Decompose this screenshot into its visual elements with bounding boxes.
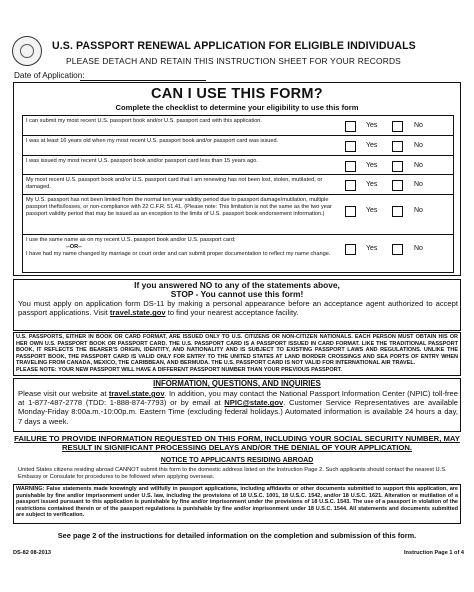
form-subtitle: PLEASE DETACH AND RETAIN THIS INSTRUCTION SHEET FOR YOUR RECORDS — [66, 56, 401, 66]
q1-yes-checkbox[interactable] — [345, 121, 356, 132]
abroad-text: United States citizens residing abroad CANNOT submit this form to the domestic address listed on the Instruction Page 2. Such applicants should contact the nearest U.S. Embassy or Consulate for procedures to be followed when applying overseas. — [18, 467, 447, 480]
eligibility-checklist — [22, 115, 454, 273]
yes-label: Yes — [366, 162, 378, 169]
email-link[interactable]: NPIC@state.gov — [224, 398, 284, 408]
passport-info-note: PLEASE NOTE: YOUR NEW PASSPORT WILL HAVE A DIFFERENT PASSPORT NUMBER THAN YOUR PREVIOUS PASSPORT. — [16, 366, 342, 373]
passport-info-text — [16, 334, 458, 374]
see-page-note: See page 2 of the instructions for detailed information on the completion and submission of this form. — [57, 531, 417, 540]
travel-state-gov-link[interactable]: travel.state.gov — [109, 308, 166, 318]
q4-yes-checkbox[interactable] — [345, 180, 356, 191]
no-label: No — [414, 162, 423, 169]
no-label: No — [414, 181, 423, 188]
stop-text-b: to find your nearest acceptance facility. — [165, 308, 299, 318]
date-of-application-field[interactable] — [80, 80, 206, 81]
q6-yes-checkbox[interactable] — [345, 244, 356, 255]
yes-label: Yes — [366, 207, 378, 214]
yes-label: Yes — [366, 122, 378, 129]
q4-no-checkbox[interactable] — [392, 180, 403, 191]
form-number: DS-82 08-2013 — [13, 550, 51, 556]
yes-label: Yes — [366, 245, 378, 252]
no-label: No — [414, 207, 423, 214]
checklist-question: I have had my name changed by marriage or court order and can submit proper documentation to reflect my name change. — [26, 250, 331, 257]
checklist-question: My U.S. passport has not been limited from the normal ten year validity period due to passport damage/mutilation, multiple passport thefts/losses, or non-compliance with 22 C.F.R. 51.41. (Please note: This limitation is not the same as the two year passport validity period that may be issued as an exception to the limits of U.S. passport book endorsement information.) — [26, 197, 332, 217]
stop-text-a: You must apply on application form DS-11 by making a personal appearance before an acceptance agent authorized to accept passport applications. Visit — [18, 299, 458, 318]
page-number: Instruction Page 1 of 4 — [404, 550, 464, 556]
or-separator: --OR-- — [66, 243, 82, 250]
q2-yes-checkbox[interactable] — [345, 141, 356, 152]
checklist-row — [23, 195, 453, 235]
info-text-a: Please visit our website at — [18, 389, 109, 398]
website-link[interactable]: travel.state.gov — [108, 389, 165, 398]
checklist-row — [23, 136, 453, 156]
q5-yes-checkbox[interactable] — [345, 206, 356, 217]
checklist-question: I can submit my most recent U.S. passport book and/or U.S. passport card with this application. — [26, 118, 262, 124]
q3-no-checkbox[interactable] — [392, 161, 403, 172]
stop-heading-1: If you answered NO to any of the statements above, — [134, 280, 340, 290]
form-title: U.S. PASSPORT RENEWAL APPLICATION FOR ELIGIBLE INDIVIDUALS — [52, 40, 416, 52]
checklist-question: I was issued my most recent U.S. passport book and/or passport card less than 15 years ago. — [26, 158, 258, 164]
no-label: No — [414, 245, 423, 252]
department-of-state-seal — [12, 36, 42, 66]
checklist-question: My most recent U.S. passport book and/or U.S. passport card that I am renewing has not been lost, stolen, mutilated, or damaged. — [26, 177, 323, 190]
info-text-c: . Customer Service Representatives are available Monday-Friday 8:00a.m.-10:00p.m. Eastern Time (excluding federal holidays.) Automated information is available 24 hours a day, 7 days a week. — [18, 398, 459, 426]
no-label: No — [414, 142, 423, 149]
info-text-b: . In addition, you may contact the National Passport Information Center (NPIC) toll-free at 1-877-487-2778 (TDD: 1-888-874-7793) or by email at — [18, 389, 458, 408]
passport-info-body: U.S. PASSPORTS, EITHER IN BOOK OR CARD FORMAT, ARE ISSUED ONLY TO U.S. CITIZENS OR NON-CITIZEN NATIONALS. EACH PERSON MUST OBTAIN HIS OR HER OWN U.S. PASSPORT BOOK OR PASSPORT CARD. THE U.S. PASSPORT CARD IS A PASSPORT ISSUED IN CARD FORMAT. LIKE THE TRADITIONAL PASSPORT BOOK, IT REFLECTS THE BEARER'S ORIGIN, IDENTITY, AND NATIONALITY AND IS SUBJECT TO EXISTING PASSPORT LAWS AND REGULATIONS. UNLIKE THE PASSPORT BOOK, THE PASSPORT CARD IS VALID ONLY FOR ENTRY TO THE UNITED STATES AT LAND BORDER CROSSINGS AND SEA PORTS OF ENTRY WHEN TRAVELING FROM CANADA, MEXICO, THE CARIBBEAN, AND BERMUDA. THE U.S. PASSPORT CARD IS NOT VALID FOR INTERNATIONAL AIR TRAVEL. — [16, 334, 458, 367]
abroad-heading: NOTICE TO APPLICANTS RESIDING ABROAD — [160, 457, 314, 464]
info-text — [18, 389, 458, 426]
q2-no-checkbox[interactable] — [392, 141, 403, 152]
checklist-row — [23, 156, 453, 175]
no-label: No — [414, 122, 423, 129]
q1-no-checkbox[interactable] — [392, 121, 403, 132]
stop-heading-2: STOP - You cannot use this form! — [170, 289, 304, 299]
stop-instructions — [18, 299, 458, 317]
checklist-question: I was at least 16 years old when my most recent U.S. passport book and/or passport card was issued. — [26, 138, 279, 144]
checklist-question-name — [26, 237, 334, 257]
eligibility-instructions: Complete the checklist to determine your eligibility to use this form — [115, 103, 359, 112]
checklist-row — [23, 235, 453, 274]
failure-notice: FAILURE TO PROVIDE INFORMATION REQUESTED ON THIS FORM, INCLUDING YOUR SOCIAL SECURITY NUMBER, MAY RESULT IN SIGNIFICANT PROCESSING DELAYS AND/OR THE DENIAL OF YOUR APPLICATION. — [14, 434, 460, 453]
q5-no-checkbox[interactable] — [392, 206, 403, 217]
checklist-question: I use the same name as on my recent U.S. passport book and/or U.S. passport card; — [26, 237, 236, 243]
warning-text: WARNING: False statements made knowingly and willfully in passport applications, including affidavits or other documents submitted to support this application, are punishable by fine and/or imprisonment under U.S. law, including the provisions of 18 U.S.C. 1001, 18 U.S.C. 1542, and/or 18 U.S.C. 1621. Alteration or mutilation of a passport issued pursuant to this application is punishable by fine and/or imprisonment under the provisions of 18 U.S.C. 1543. The use of a passport in violation of the restrictions contained therein or of the passport regulations is punishable by fine and/or imprisonment under 18 U.S.C. 1544. All statements and documents submitted are subject to verification. — [16, 486, 458, 519]
yes-label: Yes — [366, 181, 378, 188]
eligibility-title: CAN I USE THIS FORM? — [151, 86, 323, 102]
yes-label: Yes — [366, 142, 378, 149]
checklist-row — [23, 116, 453, 136]
info-heading: INFORMATION, QUESTIONS, AND INQUIRIES — [153, 379, 321, 388]
date-of-application-label: Date of Application: — [14, 71, 85, 80]
q3-yes-checkbox[interactable] — [345, 161, 356, 172]
q6-no-checkbox[interactable] — [392, 244, 403, 255]
checklist-row — [23, 175, 453, 195]
